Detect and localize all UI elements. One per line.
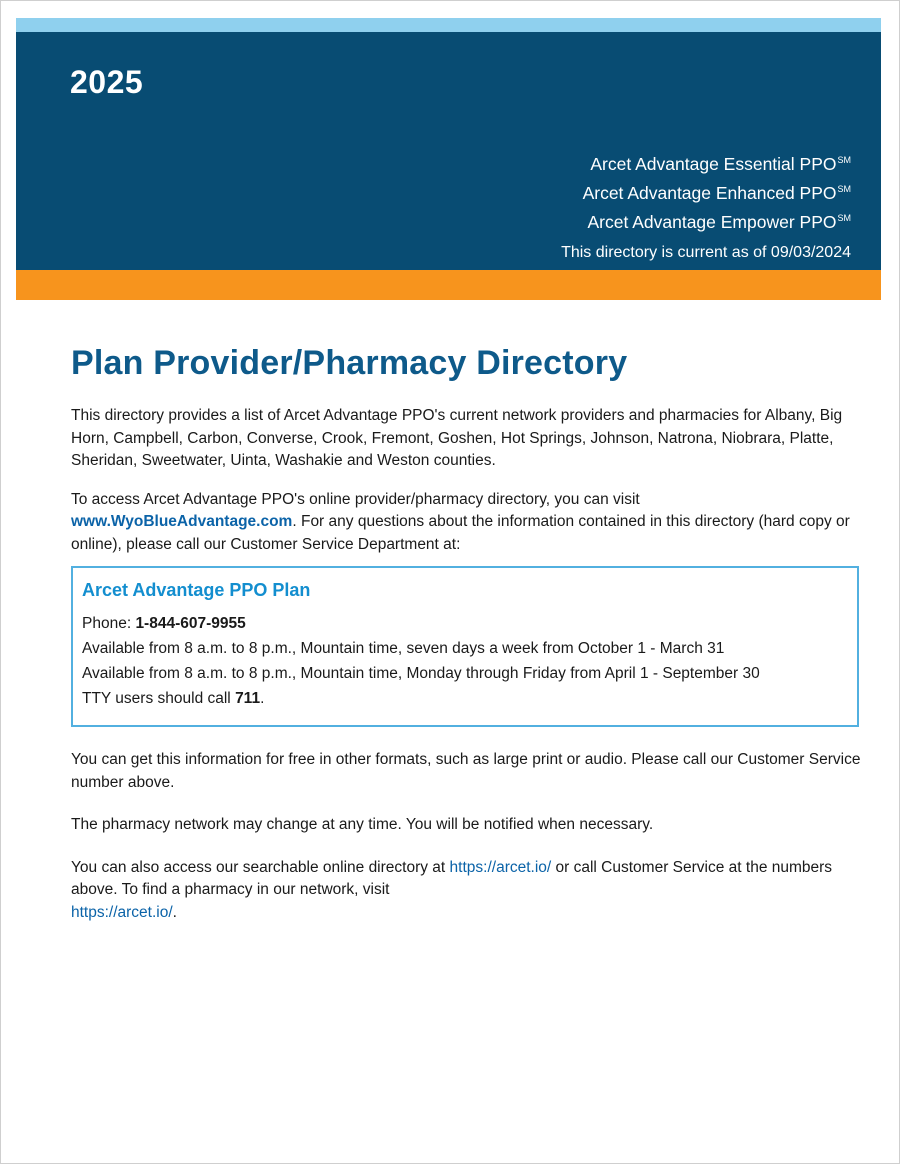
contact-tty-line bbox=[82, 686, 847, 711]
access-text-after: . For any questions about the information contained in this directory (hard copy or online), please call our Customer Service Department at: bbox=[71, 513, 850, 553]
plan-name-essential-text: Arcet Advantage Essential PPO bbox=[590, 153, 837, 174]
directory-current-date: This directory is current as of 09/03/2024 bbox=[561, 244, 851, 261]
service-mark: SM bbox=[837, 183, 851, 194]
main-content bbox=[71, 344, 861, 924]
arcet-directory-link[interactable]: https://arcet.io/ bbox=[449, 858, 552, 876]
header-bottom-stripe bbox=[16, 270, 881, 300]
plan-name-empower bbox=[583, 206, 851, 235]
contact-hours-apr-sep: Available from 8 a.m. to 8 p.m., Mountain time, Monday through Friday from April 1 - September 30 bbox=[82, 665, 760, 682]
header-top-stripe bbox=[16, 18, 881, 32]
page-title: Plan Provider/Pharmacy Directory bbox=[71, 344, 628, 382]
access-paragraph bbox=[71, 489, 861, 557]
tty-number[interactable]: 711 bbox=[235, 690, 261, 707]
plan-name-enhanced bbox=[583, 177, 851, 206]
contact-phone-line bbox=[82, 611, 847, 636]
online-directory-paragraph bbox=[71, 857, 861, 925]
formats-paragraph: You can get this information for free in other formats, such as large print or audio. Please call our Customer Service number above. bbox=[71, 751, 861, 791]
wyoblue-advantage-link[interactable]: www.WyoBlueAdvantage.com bbox=[71, 513, 293, 530]
header-year: 2025 bbox=[70, 64, 144, 100]
online-text-before: You can also access our searchable online directory at bbox=[71, 858, 450, 876]
contact-hours-oct-mar: Available from 8 a.m. to 8 p.m., Mountain time, seven days a week from October 1 - March 31 bbox=[82, 640, 725, 657]
phone-label: Phone: bbox=[82, 615, 136, 632]
plan-name-enhanced-text: Arcet Advantage Enhanced PPO bbox=[582, 182, 837, 203]
service-mark: SM bbox=[837, 155, 851, 165]
contact-box-title: Arcet Advantage PPO Plan bbox=[82, 580, 311, 600]
plan-name-empower-text: Arcet Advantage Empower PPO bbox=[587, 211, 837, 232]
tty-suffix: . bbox=[260, 690, 265, 707]
plan-name-essential bbox=[583, 148, 851, 177]
online-text-middle: or call Customer Service at the numbers above. To find a pharmacy in our network, visit bbox=[71, 858, 833, 898]
phone-number[interactable]: 1-844-607-9955 bbox=[135, 615, 246, 632]
arcet-pharmacy-link[interactable]: https://arcet.io/ bbox=[71, 903, 173, 921]
access-text-before: To access Arcet Advantage PPO's online provider/pharmacy directory, you can visit bbox=[71, 490, 640, 508]
service-mark: SM bbox=[837, 212, 851, 223]
plan-names bbox=[583, 148, 851, 234]
network-change-paragraph: The pharmacy network may change at any time. You will be notified when necessary. bbox=[71, 816, 654, 833]
tty-prefix: TTY users should call bbox=[82, 690, 236, 707]
intro-paragraph: This directory provides a list of Arcet Advantage PPO's current network providers and pharmacies for Albany, Big Horn, Campbell, Carbon, Converse, Crook, Fremont, Goshen, Hot Springs, Johnson, Natrona, Niobrara, Platte, Sheridan, Sweetwater, Uinta, Washakie and Weston counties. bbox=[71, 407, 843, 469]
online-text-end: . bbox=[172, 903, 177, 921]
header-banner bbox=[16, 32, 881, 270]
contact-box bbox=[71, 566, 859, 727]
document-header bbox=[16, 18, 881, 300]
